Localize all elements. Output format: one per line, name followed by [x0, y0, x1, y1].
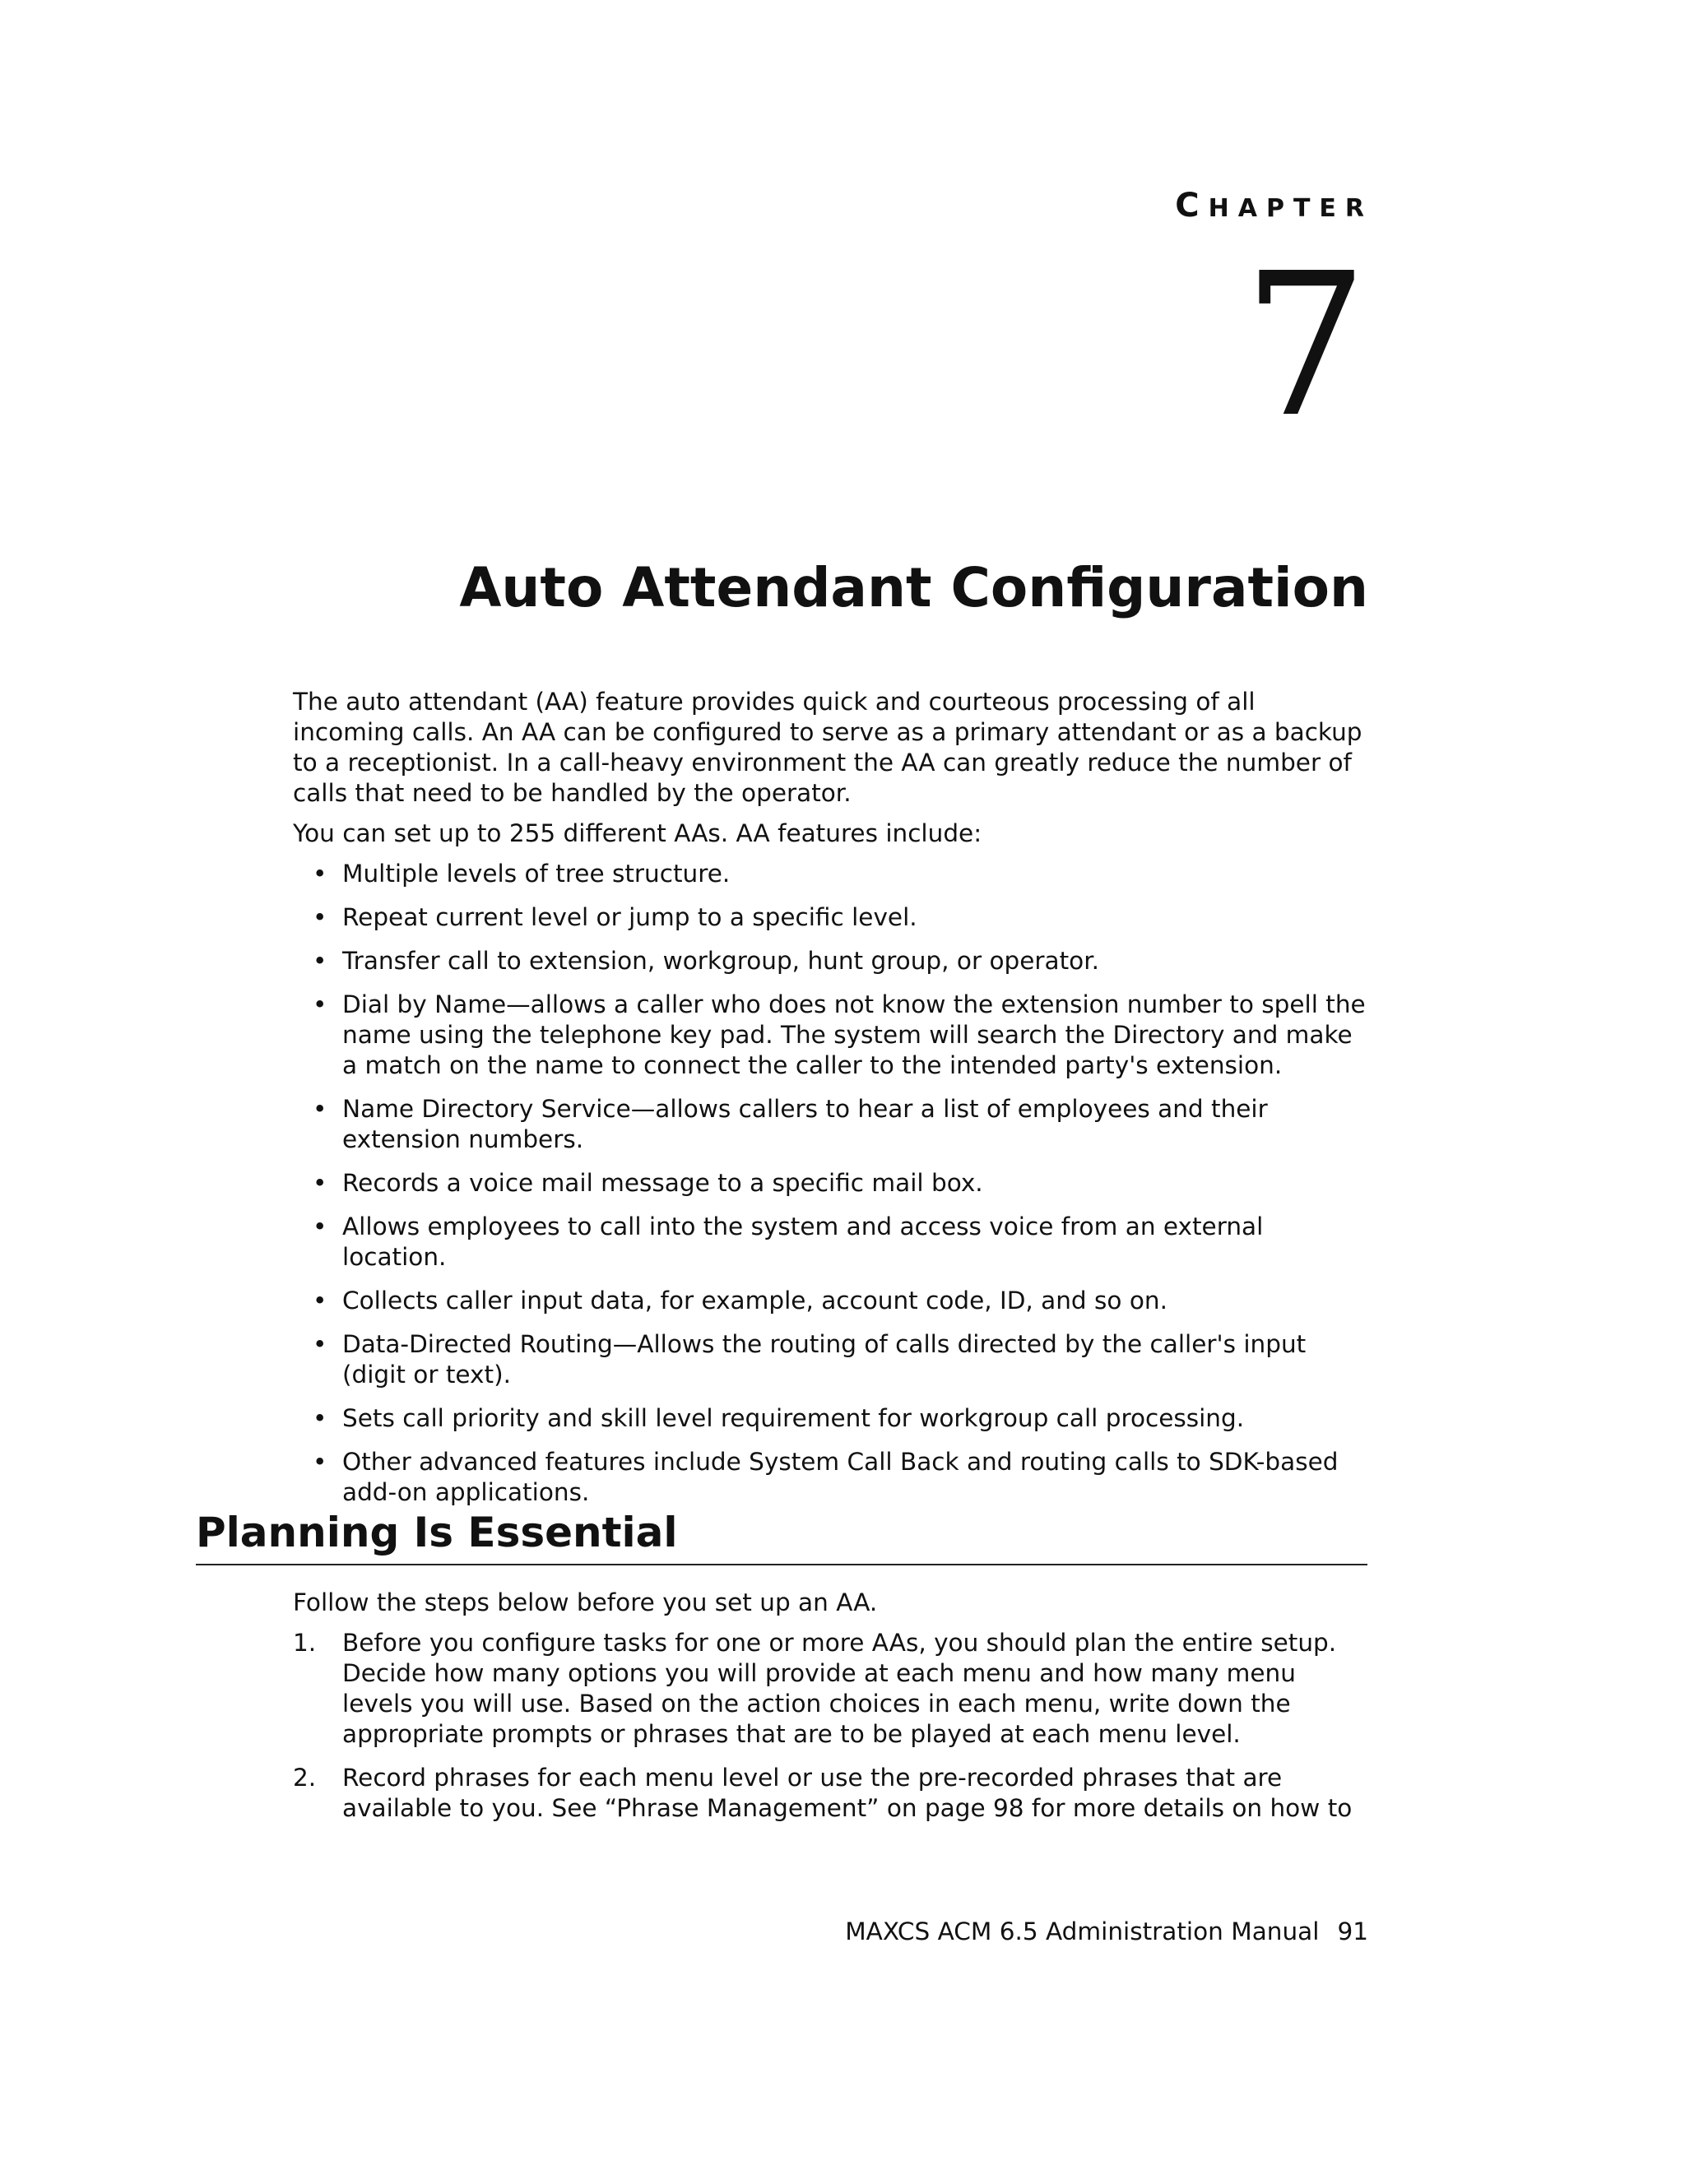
- list-item: [293, 1628, 1371, 1750]
- footer-page-number: 91: [1337, 1917, 1368, 1945]
- list-item-text: Repeat current level or jump to a specific level.: [342, 903, 917, 931]
- bullet-icon: •: [313, 903, 327, 931]
- planning-intro: Follow the steps below before you set up an AA.: [293, 1588, 878, 1616]
- intro-paragraph: The auto attendant (AA) feature provides quick and courteous processing of all incoming calls. An AA can be configured to serve as a primary attendant or as a backup to a receptionist. In a call-heavy environment the AA can greatly reduce the number of calls that need to be handled by the operator.: [293, 688, 1362, 807]
- list-item-text: Data-Directed Routing—Allows the routing of calls directed by the caller's input (digit or text).: [342, 1330, 1307, 1389]
- list-item: [293, 1094, 1371, 1155]
- list-item-text: Transfer call to extension, workgroup, hunt group, or operator.: [342, 947, 1100, 975]
- list-item: [293, 1447, 1371, 1508]
- planning-section: [293, 1588, 1371, 1837]
- features-lead-paragraph: You can set up to 255 different AAs. AA features include:: [293, 819, 982, 847]
- step-number: 2.: [293, 1764, 317, 1792]
- list-item: [293, 1403, 1371, 1434]
- chapter-label-initial: C: [1175, 187, 1209, 225]
- chapter-title: Auto Attendant Configuration: [459, 556, 1368, 619]
- step-text: Record phrases for each menu level or use the pre-recorded phrases that are available to you. See “Phrase Management” on page 98 for more details on how to: [342, 1764, 1353, 1822]
- bullet-icon: •: [313, 1213, 327, 1240]
- list-item-text: Sets call priority and skill level requirement for workgroup call processing.: [342, 1404, 1245, 1432]
- chapter-label: [1175, 187, 1373, 225]
- list-item-text: Multiple levels of tree structure.: [342, 860, 731, 888]
- bullet-icon: •: [313, 1095, 327, 1123]
- bullet-icon: •: [313, 1330, 327, 1358]
- list-item: [293, 1168, 1371, 1199]
- bullet-icon: •: [313, 990, 327, 1018]
- bullet-icon: •: [313, 860, 327, 888]
- footer-manual-title: MAXCS ACM 6.5 Administration Manual: [845, 1917, 1320, 1945]
- chapter-number: 7: [1242, 230, 1368, 461]
- section-heading: Planning Is Essential: [196, 1508, 1367, 1565]
- list-item-text: Other advanced features include System Call Back and routing calls to SDK-based add-on applications.: [342, 1448, 1339, 1506]
- list-item: [293, 1212, 1371, 1273]
- page-footer: [845, 1917, 1368, 1947]
- steps-list: [293, 1628, 1371, 1824]
- step-text: Before you configure tasks for one or more AAs, you should plan the entire setup. Decide how many options you will provide at each menu and how many menu levels you will use. Based on the action choices in each menu, write down the appropriate prompts or phrases that are to be played at each menu level.: [342, 1629, 1337, 1748]
- bullet-icon: •: [313, 1448, 327, 1476]
- list-item-text: Name Directory Service—allows callers to hear a list of employees and their extension numbers.: [342, 1095, 1268, 1153]
- list-item-text: Collects caller input data, for example, account code, ID, and so on.: [342, 1287, 1167, 1315]
- list-item: [293, 1329, 1371, 1390]
- list-item: [293, 1286, 1371, 1316]
- bullet-icon: •: [313, 1287, 327, 1315]
- list-item: [293, 946, 1371, 976]
- list-item: [293, 859, 1371, 889]
- bullet-icon: •: [313, 947, 327, 975]
- list-item-text: Dial by Name—allows a caller who does not know the extension number to spell the name using the telephone key pad. The system will search the Directory and make a match on the name to connect the caller to the intended party's extension.: [342, 990, 1366, 1079]
- bullet-icon: •: [313, 1169, 327, 1197]
- chapter-label-rest: HAPTER: [1208, 194, 1373, 223]
- features-list: [293, 859, 1371, 1508]
- list-item: [293, 990, 1371, 1081]
- step-number: 1.: [293, 1629, 317, 1657]
- list-item: [293, 1763, 1371, 1824]
- list-item-text: Allows employees to call into the system and access voice from an external location.: [342, 1213, 1264, 1271]
- list-item: [293, 902, 1371, 933]
- bullet-icon: •: [313, 1404, 327, 1432]
- intro-section: [293, 687, 1371, 1521]
- list-item-text: Records a voice mail message to a specific mail box.: [342, 1169, 983, 1197]
